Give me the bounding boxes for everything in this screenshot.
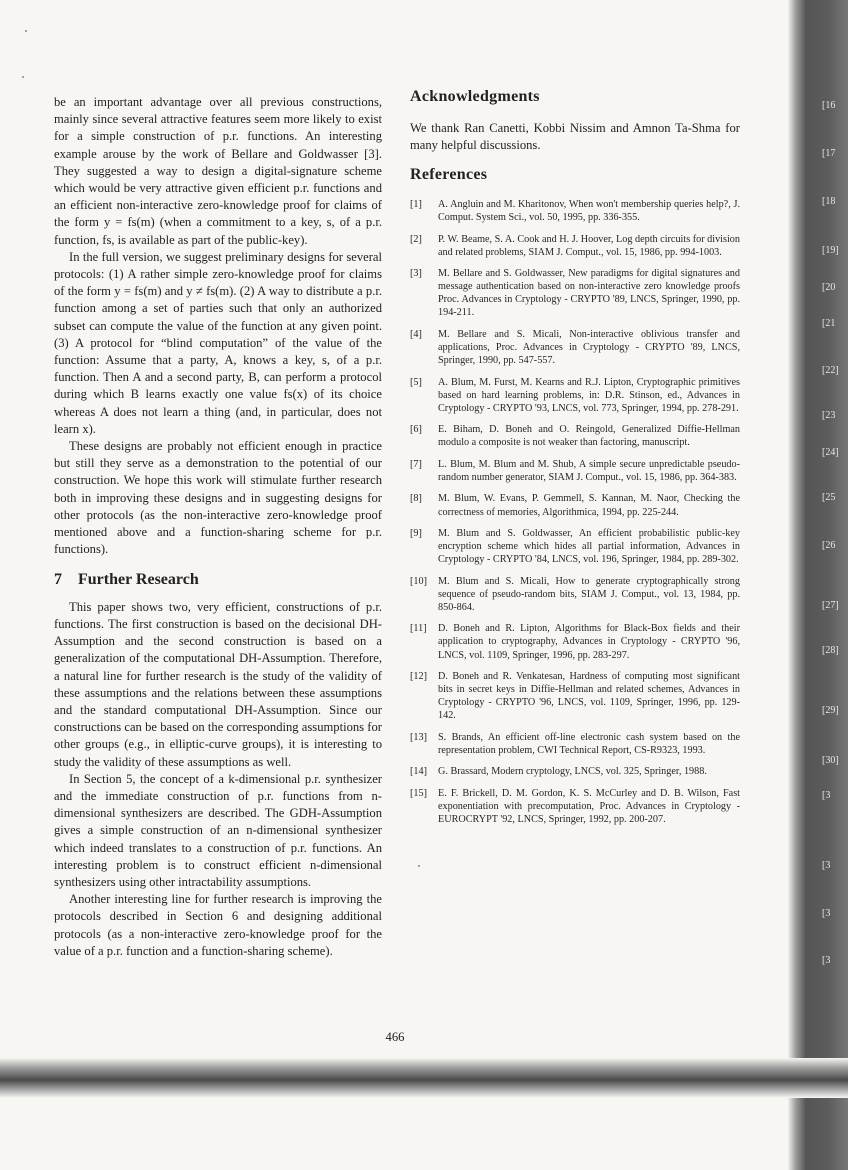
edge-reference-label: [17	[822, 148, 836, 159]
reference-text: E. Biham, D. Boneh and O. Reingold, Generalized Diffie-Hellman modulo a composite is not weaker than factoring, manuscript.	[438, 424, 740, 449]
reference-item	[410, 622, 740, 661]
edge-reference-label: [21	[822, 318, 836, 329]
body-paragraph: These designs are probably not efficient enough in practice but still they serve as a demonstration to the potential of our construction. We hope this work will stimulate further research both in improving these designs and in suggesting designs for other protocols (as the non-interactive zero-knowledge proof mentioned above and a function-sharing scheme for p.r. functions).	[54, 439, 382, 557]
reference-item	[410, 765, 740, 778]
reference-text: A. Angluin and M. Kharitonov, When won't membership queries help?, J. Comput. System Sci., vol. 50, 1995, pp. 336-355.	[438, 199, 740, 224]
scan-speck	[418, 865, 420, 867]
section-title: Further Research	[78, 571, 199, 589]
reference-label: [5]	[410, 376, 422, 388]
reference-text: M. Blum, W. Evans, P. Gemmell, S. Kannan, M. Naor, Checking the correctness of memories, Algorithmica, 1994, pp. 225-244.	[438, 493, 740, 518]
edge-reference-label: [29]	[822, 705, 839, 716]
reference-label: [4]	[410, 328, 422, 340]
reference-text: G. Brassard, Modern cryptology, LNCS, vol. 325, Springer, 1988.	[438, 766, 707, 778]
reference-label: [14]	[410, 766, 427, 778]
reference-item	[410, 328, 740, 367]
left-column	[54, 94, 382, 960]
reference-label: [9]	[410, 528, 422, 539]
reference-label: [10]	[410, 575, 427, 587]
reference-text: L. Blum, M. Blum and M. Shub, A simple secure unpredictable pseudo-random number generator, SIAM J. Comput., vol. 15, 1986, pp. 364-383.	[438, 458, 740, 483]
reference-text: D. Boneh and R. Lipton, Algorithms for Black-Box fields and their application to cryptography, Advances in Cryptology - CRYPTO '96, LNCS, vol. 1109, Springer, 1996, pp. 283-297.	[438, 623, 740, 661]
reference-item	[410, 423, 740, 449]
references-heading: References	[410, 166, 488, 183]
reference-text: M. Bellare and S. Micali, Non-interactive oblivious transfer and applications, Proc. Advances in Cryptology - CRYPTO '89, LNCS, Springer, 1990, pp. 547-557.	[438, 328, 740, 367]
edge-reference-label: [26	[822, 540, 836, 551]
reference-text: M. Bellare and S. Goldwasser, New paradigms for digital signatures and message authentication based on non-interactive zero knowledge proofs Proc. Advances in Cryptology - CRYPTO '89, LNCS, Springer, 1990, pp. 194-211.	[438, 268, 740, 319]
reference-label: [1]	[410, 199, 422, 210]
reference-item	[410, 492, 740, 518]
reference-label: [8]	[410, 493, 422, 505]
edge-reference-label: [28]	[822, 645, 839, 656]
reference-text: P. W. Beame, S. A. Cook and H. J. Hoover, Log depth circuits for division and related problems, SIAM J. Comput., vol. 15, 1986, pp. 994-1003.	[438, 233, 740, 258]
body-paragraph: Another interesting line for further research is improving the protocols described in Section 6 and designing additional protocols (as a non-interactive zero-knowledge proof for the value of a p.r. function and a function-sharing scheme).	[54, 892, 382, 958]
right-column	[410, 88, 740, 835]
reference-item	[410, 458, 740, 484]
edge-reference-label: [3	[822, 955, 831, 966]
reference-label: [2]	[410, 233, 422, 245]
edge-reference-label: [20	[822, 282, 836, 293]
reference-item	[410, 267, 740, 319]
reference-text: D. Boneh and R. Venkatesan, Hardness of computing most significant bits in secret keys in Diffie-Hellman and related schemes, Advances in Cryptology - CRYPTO '96, LNCS, vol. 1109, Springer, 1996, pp. 129-142.	[438, 671, 740, 722]
reference-label: [15]	[410, 787, 427, 799]
reference-label: [6]	[410, 424, 422, 436]
page-number: 466	[385, 1030, 405, 1044]
reference-label: [11]	[410, 623, 427, 635]
edge-reference-label: [3	[822, 860, 831, 871]
edge-reference-label: [16	[822, 100, 836, 111]
reference-item	[410, 198, 740, 224]
reference-label: [12]	[410, 671, 427, 683]
edge-reference-label: [3	[822, 908, 831, 919]
body-paragraph: In the full version, we suggest preliminary designs for several protocols: (1) A rather simple zero-knowledge proof for claims of the form y = fs(m) and y ≠ fs(m). (2) A way to distribute a p.r. function among a set of parties such that only an authorized subset can compute the value of the function at any given point. (3) A protocol for “blind computation” of the value of the function: Assume that a party, A, knows a key, s, of a p.r. function. Then A and a second party, B, can perform a protocol during which B learns exactly one value fs(x) of its choice whereas A does not learn a thing (and, in particular, does not learn x).	[54, 249, 382, 436]
scan-speck	[22, 76, 24, 78]
reference-item	[410, 787, 740, 826]
scan-speck	[25, 30, 27, 32]
edge-reference-label: [19]	[822, 245, 839, 256]
reference-item	[410, 670, 740, 722]
reference-item	[410, 376, 740, 415]
scan-shadow-band	[0, 1058, 848, 1098]
body-paragraph: In Section 5, the concept of a k-dimensional p.r. synthesizer and the immediate construction of p.r. functions from n-dimensional synthesizers are described. The GDH-Assumption gives a simple construction of an n-dimensional synthesizer which indeed translates to a construction of p.r. functions. An interesting problem is to construct efficient n-dimensional synthesizers using other intractability assumptions.	[54, 771, 382, 889]
references-list	[410, 198, 740, 826]
edge-reference-label: [25	[822, 492, 836, 503]
reference-text: S. Brands, An efficient off-line electronic cash system based on the representation problem, CWI Technical Report, CS-R9323, 1993.	[438, 731, 740, 756]
reference-text: A. Blum, M. Furst, M. Kearns and R.J. Lipton, Cryptographic primitives based on hard learning problems, in: D.R. Stinson, ed., Advances in Cryptology - CRYPTO '93, LNCS, vol. 773, Springer, 1994, pp. 278-291.	[438, 376, 740, 414]
reference-label: [13]	[410, 731, 427, 743]
edge-reference-label: [18	[822, 196, 836, 207]
reference-label: [7]	[410, 458, 422, 470]
reference-item	[410, 233, 740, 259]
reference-text: M. Blum and S. Micali, How to generate cryptographically strong sequence of pseudo-random bits, SIAM J. Comput., vol. 13, 1984, pp. 850-864.	[438, 575, 740, 613]
acknowledgments-heading: Acknowledgments	[410, 88, 540, 105]
edge-reference-label: [27]	[822, 600, 839, 611]
body-paragraph: This paper shows two, very efficient, constructions of p.r. functions. The first construction is based on the decisional DH-Assumption and the second construction is based on a generalization of the computational DH-Assumption. Therefore, a natural line for further research is the study of the validity of these assumptions and the relations between these assumptions and the standard computational DH-Assumption. Since our constructions can be based on the corresponding assumptions for other groups (e.g., in elliptic-curve groups), it is interesting to study the validity of these assumptions as well.	[54, 599, 382, 769]
edge-reference-label: [30]	[822, 755, 839, 766]
section-number: 7	[54, 571, 62, 589]
reference-label: [3]	[410, 268, 422, 280]
section-heading	[54, 571, 382, 588]
acknowledgments-text: We thank Ran Canetti, Kobbi Nissim and Amnon Ta-Shma for many helpful discussions.	[410, 121, 740, 152]
reference-item	[410, 527, 740, 566]
edge-reference-label: [3	[822, 790, 831, 801]
reference-item	[410, 575, 740, 614]
body-paragraph: be an important advantage over all previous constructions, mainly since several attractive features seem more likely to exist for a simple construction of p.r. functions. An interesting example arouse by the work of Bellare and Goldwasser [3]. They suggested a way to design a digital-signature scheme which would be very attractive given efficient p.r. functions and an efficient non-interactive zero-knowledge proof for claims of the form y = fs(m) (when a commitment to a key, s, of a p.r. function, fs, is available as part of the public-key).	[54, 95, 382, 247]
reference-text: E. F. Brickell, D. M. Gordon, K. S. McCurley and D. B. Wilson, Fast exponentiation with precomputation, Proc. Advances in Cryptology - EUROCRYPT '92, LNCS, Springer, 1992, pp. 200-207.	[438, 787, 740, 826]
reference-text: M. Blum and S. Goldwasser, An efficient probabilistic public-key encryption scheme which hides all partial information, Advances in Cryptology - CRYPTO '84, LNCS, vol. 196, Springer, 1984, pp. 289-302.	[438, 528, 740, 566]
adjacent-page-edge	[788, 0, 848, 1170]
edge-reference-label: [23	[822, 410, 836, 421]
edge-reference-label: [22]	[822, 365, 839, 376]
reference-item	[410, 731, 740, 757]
edge-reference-label: [24]	[822, 447, 839, 458]
